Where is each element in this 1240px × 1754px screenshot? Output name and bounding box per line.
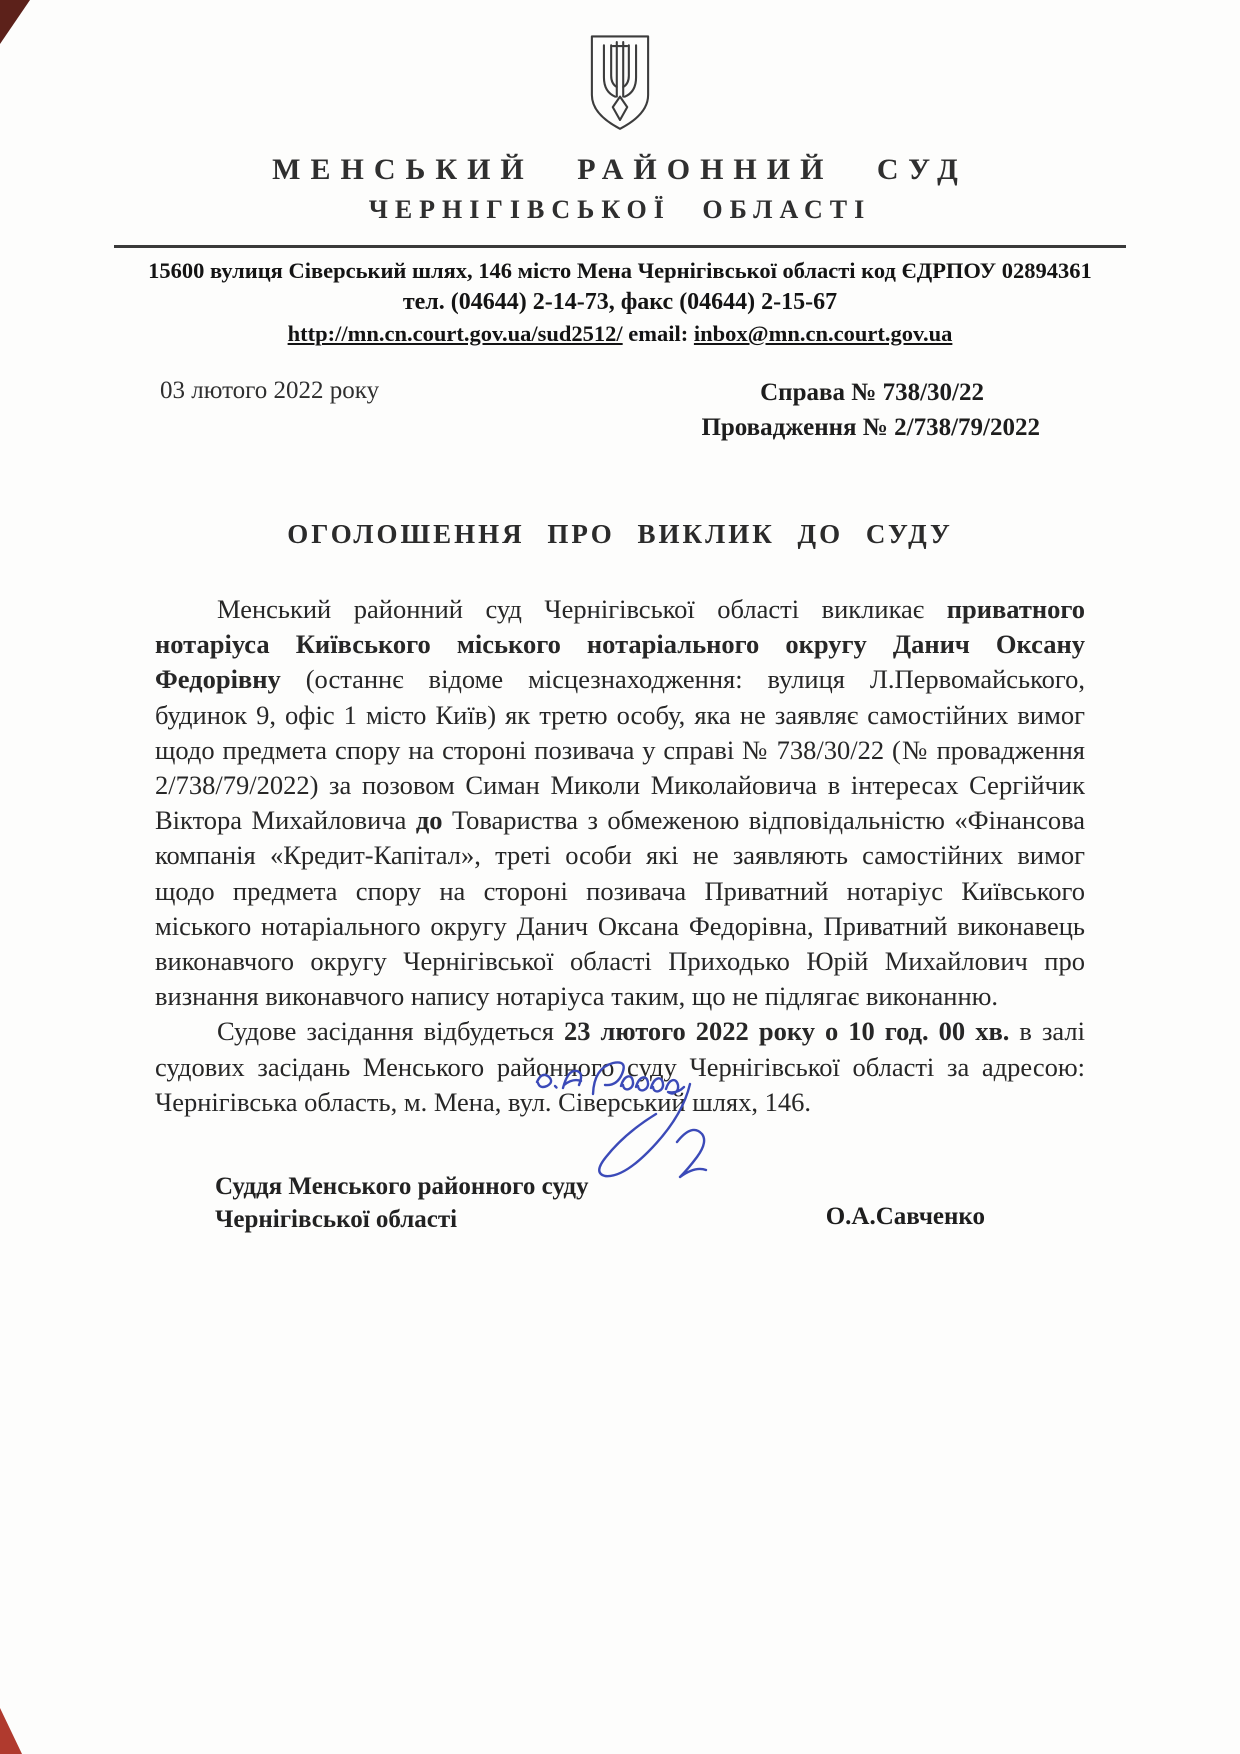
letterhead — [0, 0, 1240, 349]
court-name-line2: ЧЕРНІГІВСЬКОЇ ОБЛАСТІ — [368, 195, 872, 224]
body-paragraph-1: Менський районний суд Чернігівської області викликає приватного нотаріуса Київського міського нотаріального округу Данич Оксану Федорівну (останнє відоме місцезнаходження: вулиця Л.Первомайського, будинок 9, офіс 1 місто Київ) як третю особу, яка не заявляє самостійних вимог щодо предмета спору на стороні позивача у справі № 738/30/22 (№ провадження 2/738/79/2022) за позовом Симан Миколи Миколайовича в інтересах Сергійчик Віктора Михайловича до Товариства з обмеженою відповідальністю «Фінансова компанія «Кредит-Капітал», треті особи які не заявляють самостійних вимог щодо предмета спору на стороні позивача Приватний нотаріус Київського міського нотаріального округу Данич Оксана Федорівна, Приватний виконавець виконавчого округу Чернігівської області Приходько Юрій Михайлович про визнання виконавчого напису нотаріуса таким, що не підлягає виконанню. — [155, 594, 1086, 1012]
signer-role-line2: Чернігівської області — [215, 1206, 458, 1234]
court-contacts-web — [0, 318, 1240, 349]
signer-role-line1: Суддя Менського районного суду — [215, 1173, 589, 1201]
case-number: Справа № 738/30/22 — [760, 379, 984, 406]
document-meta — [0, 349, 1240, 445]
court-phone-fax: тел. (04644) 2-14-73, факс (04644) 2-15-67 — [402, 289, 838, 315]
letterhead-divider — [114, 245, 1126, 248]
document-date: 03 лютого 2022 року — [160, 377, 380, 404]
document-title: ОГОЛОШЕННЯ ПРО ВИКЛИК ДО СУДУ — [287, 519, 953, 549]
court-email-link[interactable]: inbox@mn.cn.court.gov.ua — [693, 321, 953, 346]
court-address: 15600 вулиця Сіверський шлях, 146 місто Мена Чернігівської області код ЄДРПОУ 02894361 — [148, 258, 1092, 283]
court-name-line1: МЕНСЬКИЙ РАЙОННИЙ СУД — [272, 153, 968, 186]
ukraine-trident-icon — [586, 34, 654, 132]
signer-name: О.А.Савченко — [825, 1203, 985, 1231]
scan-artifact-bottom-left — [0, 1708, 22, 1754]
body-paragraph-2: Судове засідання відбудеться 23 лютого 2022 року о 10 год. 00 хв. в залі судових засідань Менського районного суду Чернігівської області за адресою: Чернігівська область, м. Мена, вул. Сіверський шлях, 146. — [155, 1016, 1086, 1117]
document-body — [155, 592, 1085, 1120]
proceeding-number: Провадження № 2/738/79/2022 — [701, 414, 1040, 441]
case-reference — [701, 375, 1040, 445]
email-label: email: — [628, 321, 689, 346]
handwritten-signature-icon — [525, 1042, 800, 1217]
court-website-link[interactable]: http://mn.cn.court.gov.ua/sud2512/ — [287, 321, 623, 346]
